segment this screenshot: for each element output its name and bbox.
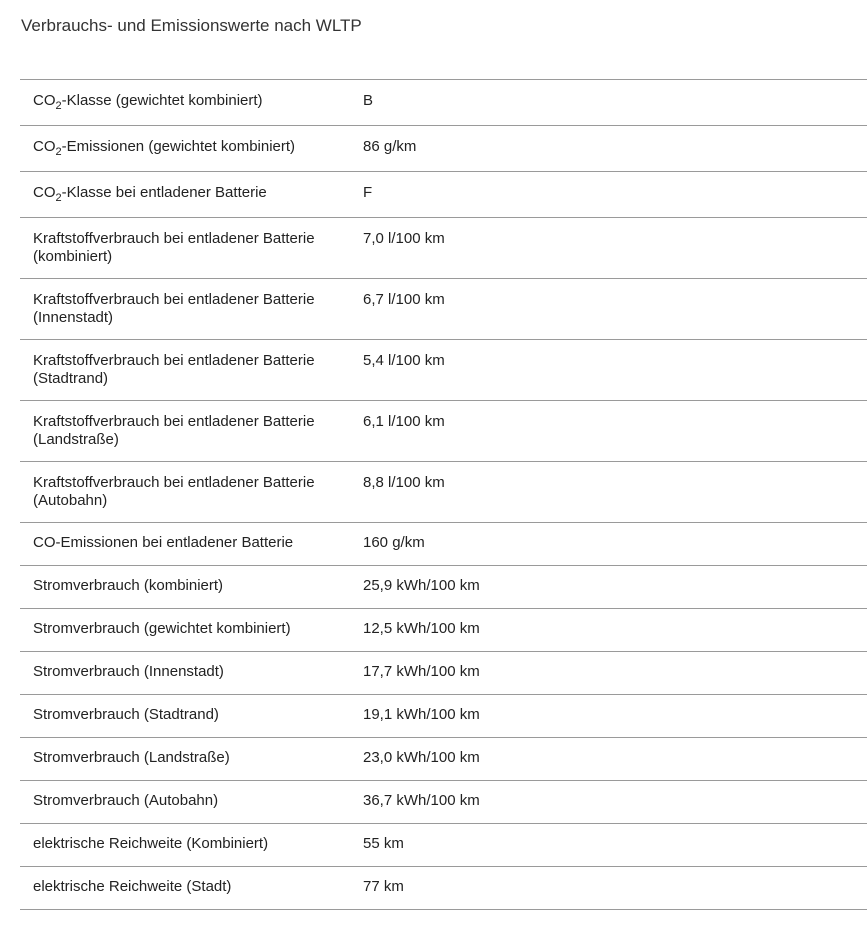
table-row bbox=[20, 867, 867, 910]
table-row bbox=[20, 609, 867, 652]
table-row bbox=[20, 652, 867, 695]
row-label: $CO_2$-Emissionen (gewichtet kombiniert) bbox=[33, 138, 296, 158]
row-value: 19,1 kWh/100 km bbox=[363, 706, 480, 723]
table-row bbox=[20, 218, 867, 279]
spec-table bbox=[20, 79, 867, 910]
table-row bbox=[20, 80, 867, 126]
table-row bbox=[20, 523, 867, 566]
row-label: Kraftstoffverbrauch bei entladener Batterie (Innenstadt) bbox=[33, 291, 315, 326]
table-row bbox=[20, 126, 867, 172]
table-row bbox=[20, 340, 867, 401]
row-value: 86 g/km bbox=[363, 138, 417, 155]
table-row bbox=[20, 279, 867, 340]
table-row bbox=[20, 824, 867, 867]
row-value: 17,7 kWh/100 km bbox=[363, 663, 480, 680]
row-value: B bbox=[363, 92, 374, 109]
row-label: Stromverbrauch (Autobahn) bbox=[33, 792, 219, 809]
row-value: 23,0 kWh/100 km bbox=[363, 749, 480, 766]
row-label: Stromverbrauch (Innenstadt) bbox=[33, 663, 224, 680]
row-label: Kraftstoffverbrauch bei entladener Batterie (Stadtrand) bbox=[33, 352, 315, 387]
row-label: Stromverbrauch (gewichtet kombiniert) bbox=[33, 620, 291, 637]
row-value: 36,7 kWh/100 km bbox=[363, 792, 480, 809]
row-label: Stromverbrauch (kombiniert) bbox=[33, 577, 224, 594]
row-value: 77 km bbox=[363, 878, 404, 895]
table-row bbox=[20, 566, 867, 609]
row-label: $CO_2$-Klasse (gewichtet kombiniert) bbox=[33, 92, 263, 112]
row-value: 6,1 l/100 km bbox=[363, 413, 445, 430]
row-label: Stromverbrauch (Stadtrand) bbox=[33, 706, 219, 723]
row-label: elektrische Reichweite (Stadt) bbox=[33, 878, 232, 895]
row-label: Kraftstoffverbrauch bei entladener Batterie (kombiniert) bbox=[33, 230, 315, 265]
row-value: F bbox=[363, 184, 373, 201]
page-title: Verbrauchs- und Emissionswerte nach WLTP bbox=[21, 16, 362, 35]
row-value: 6,7 l/100 km bbox=[363, 291, 445, 308]
row-value: 160 g/km bbox=[363, 534, 425, 551]
row-value: 8,8 l/100 km bbox=[363, 474, 445, 491]
row-label: Stromverbrauch (Landstraße) bbox=[33, 749, 230, 766]
row-value: 7,0 l/100 km bbox=[363, 230, 445, 247]
table-row bbox=[20, 695, 867, 738]
table-row bbox=[20, 401, 867, 462]
table-row bbox=[20, 462, 867, 523]
row-label: CO-Emissionen bei entladener Batterie bbox=[33, 534, 294, 551]
row-value: 25,9 kWh/100 km bbox=[363, 577, 480, 594]
row-value: 5,4 l/100 km bbox=[363, 352, 445, 369]
row-label: Kraftstoffverbrauch bei entladener Batterie (Landstraße) bbox=[33, 413, 315, 448]
row-value: 12,5 kWh/100 km bbox=[363, 620, 480, 637]
table-row bbox=[20, 738, 867, 781]
row-value: 55 km bbox=[363, 835, 404, 852]
row-label: elektrische Reichweite (Kombiniert) bbox=[33, 835, 269, 852]
table-row bbox=[20, 781, 867, 824]
table-row bbox=[20, 172, 867, 218]
row-label: $CO_2$-Klasse bei entladener Batterie bbox=[33, 184, 267, 204]
row-label: Kraftstoffverbrauch bei entladener Batterie (Autobahn) bbox=[33, 474, 315, 509]
